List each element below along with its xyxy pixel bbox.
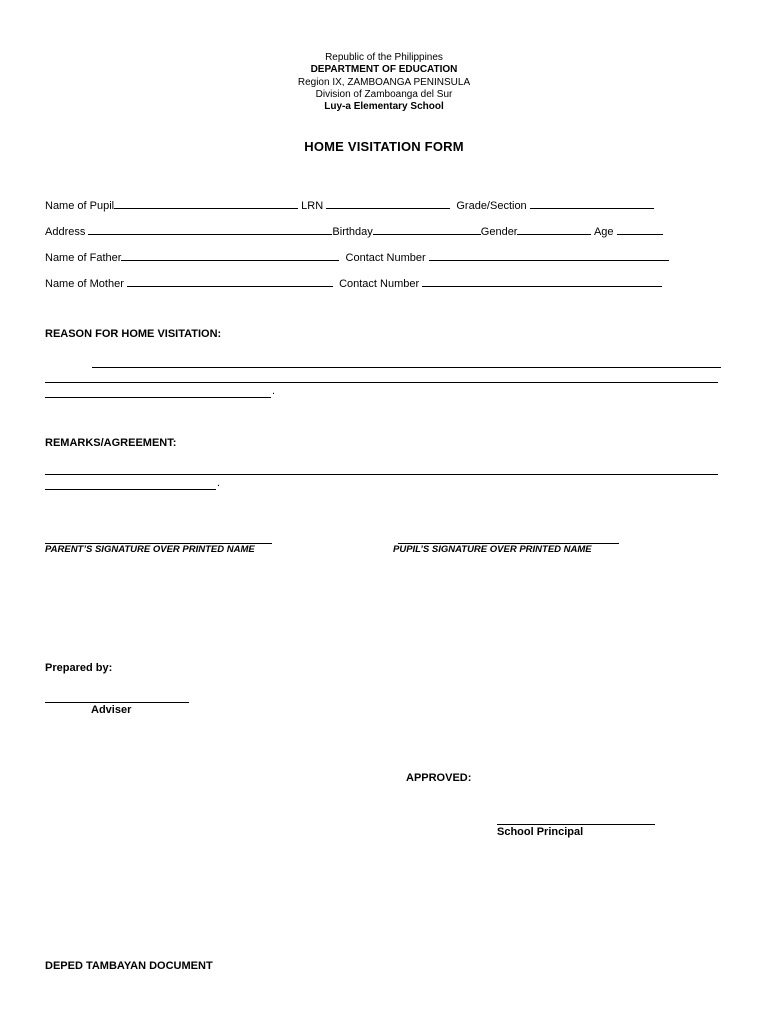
principal-label: School Principal [497, 826, 584, 838]
form-title: HOME VISITATION FORM [304, 139, 464, 154]
grade-section-field[interactable] [530, 198, 654, 209]
header-division: Division of Zamboanga del Sur [315, 89, 453, 100]
father-contact-field[interactable] [429, 250, 669, 261]
pupil-info-row [45, 198, 654, 213]
father-row [45, 250, 669, 265]
mother-name-field[interactable] [127, 276, 333, 287]
gender-label: Gender [480, 226, 518, 238]
header-school: Luy-a Elementary School [324, 101, 444, 112]
father-name-label: Name of Father [45, 252, 122, 264]
birthday-label: Birthday [332, 226, 373, 238]
mother-contact-label: Contact Number [339, 278, 420, 290]
grade-section-label: Grade/Section [456, 200, 527, 212]
adviser-signature-line[interactable] [45, 702, 189, 703]
father-name-field[interactable] [121, 250, 339, 261]
pupil-name-label: Name of Pupil [45, 200, 115, 212]
pupil-name-field[interactable] [114, 198, 298, 209]
remarks-line-1[interactable] [45, 474, 718, 475]
mother-name-label: Name of Mother [45, 278, 124, 290]
approved-label: APPROVED: [406, 772, 472, 784]
reason-period: . [272, 385, 276, 397]
reason-line-1[interactable] [92, 367, 721, 368]
remarks-period: . [217, 477, 221, 489]
remarks-heading: REMARKS/AGREEMENT: [45, 437, 177, 449]
prepared-by-label: Prepared by: [45, 662, 113, 674]
remarks-line-2[interactable] [45, 489, 216, 490]
age-label: Age [593, 226, 614, 238]
principal-signature-line[interactable] [497, 824, 655, 825]
header-region: Region IX, ZAMBOANGA PENINSULA [297, 77, 471, 88]
reason-heading: REASON FOR HOME VISITATION: [45, 328, 222, 340]
birthday-field[interactable] [373, 224, 481, 235]
address-label: Address [45, 226, 86, 238]
mother-contact-field[interactable] [422, 276, 662, 287]
reason-line-2[interactable] [45, 382, 718, 383]
pupil-signature-label: PUPIL’S SIGNATURE OVER PRINTED NAME [393, 544, 592, 555]
lrn-label: LRN [301, 200, 324, 212]
header-department: DEPARTMENT OF EDUCATION [310, 64, 458, 75]
mother-row [45, 276, 662, 291]
header-republic: Republic of the Philippines [325, 52, 443, 63]
footer-text: DEPED TAMBAYAN DOCUMENT [45, 960, 213, 972]
adviser-label: Adviser [91, 704, 132, 716]
address-field[interactable] [88, 224, 332, 235]
age-field[interactable] [617, 224, 663, 235]
address-row [45, 224, 663, 239]
father-contact-label: Contact Number [345, 252, 426, 264]
reason-line-3[interactable] [45, 397, 271, 398]
gender-field[interactable] [517, 224, 591, 235]
lrn-field[interactable] [326, 198, 450, 209]
parent-signature-label: PARENT’S SIGNATURE OVER PRINTED NAME [45, 544, 255, 555]
